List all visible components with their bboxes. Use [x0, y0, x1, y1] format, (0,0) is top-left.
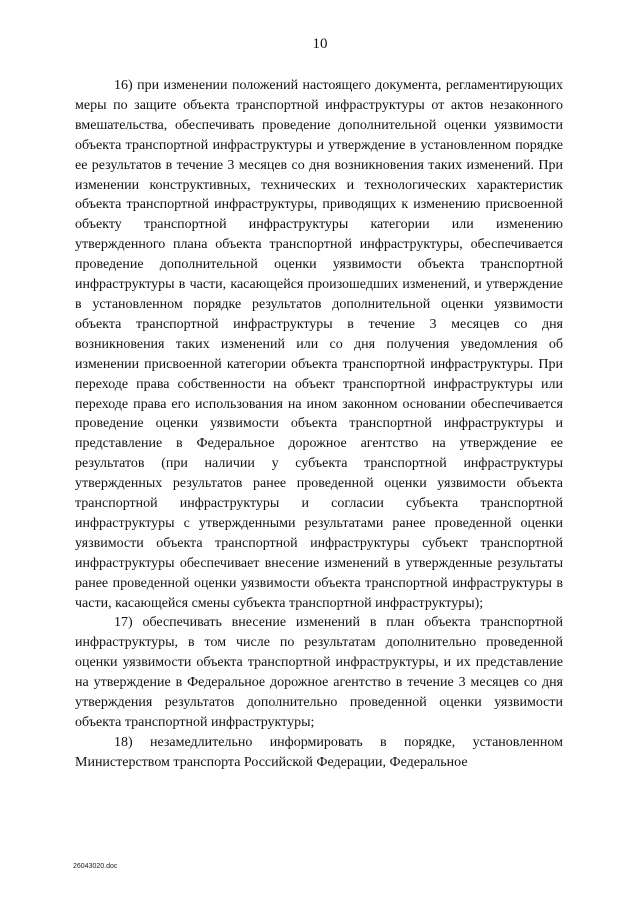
page-number: 10 — [312, 36, 328, 52]
footer-filename: 26043020.doc — [73, 863, 118, 870]
document-body — [75, 76, 563, 773]
paragraph-16: 16) при изменении положений настоящего документа, регламентирующих меры по защите объекта транспортной инфраструктуры от актов незаконного вмешательства, обеспечивать проведение дополнительной оценки уязвимости объекта транспортной инфраструктуры и утверждение в установленном порядке ее результатов в течение 3 месяцев со дня возникновения таких изменений. При изменении конструктивных, технических и технологических характеристик объекта транспортной инфраструктуры, приводящих к изменению присвоенной объекту транспортной инфраструктуры категории или изменению утвержденного плана объекта транспортной инфраструктуры, обеспечивается проведение дополнительной оценки уязвимости объекта транспортной инфраструктуры в части, касающейся произошедших изменений, и утверждение в установленном порядке результатов дополнительной оценки уязвимости объекта транспортной инфраструктуры в течение 3 месяцев со дня возникновения таких изменений или со дня получения уведомления об изменении присвоенной категории объекта транспортной инфраструктуры. При переходе права собственности на объект транспортной инфраструктуры или переходе права его использования на ином законном основании обеспечивается проведение оценки уязвимости объекта транспортной инфраструктуры и представление в Федеральное дорожное агентство на утверждение ее результатов (при наличии у субъекта транспортной инфраструктуры утвержденных результатов ранее проведенной оценки уязвимости объекта транспортной инфраструктуры и согласии субъекта транспортной инфраструктуры с утвержденными результатами ранее проведенной оценки уязвимости объекта транспортной инфраструктуры субъект транспортной инфраструктуры обеспечивает внесение изменений в утвержденные результаты ранее проведенной оценки уязвимости объекта транспортной инфраструктуры в части, касающейся смены субъекта транспортной инфраструктуры); — [75, 78, 563, 611]
paragraph-17: 17) обеспечивать внесение изменений в план объекта транспортной инфраструктуры, в том числе по результатам дополнительно проведенной оценки уязвимости объекта транспортной инфраструктуры, и их представление на утверждение в Федеральное дорожное агентство в течение 3 месяцев со дня утверждения результатов дополнительно проведенной оценки уязвимости объекта транспортной инфраструктуры; — [75, 615, 563, 730]
paragraph-18: 18) незамедлительно информировать в порядке, установленном Министерством транспорта Российской Федерации, Федеральное — [75, 734, 563, 770]
